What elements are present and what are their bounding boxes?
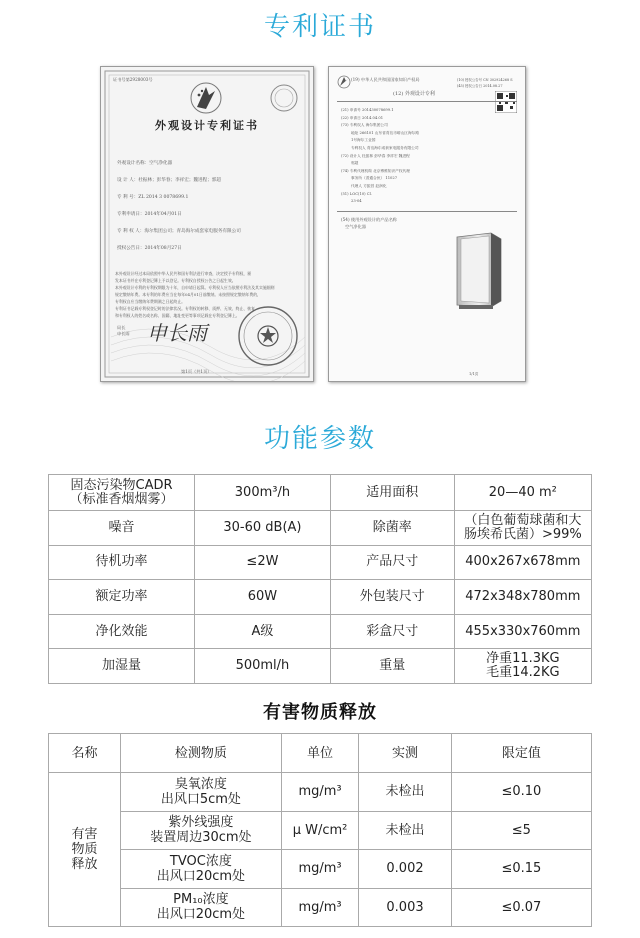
gazette-line: (72) 设计人 杜振林 彭华春 李祥宏 魏进程	[341, 153, 410, 158]
director-signature: 申长雨	[147, 321, 207, 345]
certificate-heading: 外观设计专利证书	[155, 119, 259, 132]
params-section-title: 功能参数	[263, 424, 376, 454]
harmful-row	[49, 888, 592, 927]
limit-cell: ≤0.07	[451, 888, 591, 927]
param-label: 噪音	[49, 511, 195, 546]
params-row	[49, 475, 592, 511]
param-value: 20—40 m²	[454, 475, 591, 511]
param-value: 30-60 dB(A)	[195, 511, 331, 546]
param-label: 产品尺寸	[330, 545, 454, 580]
gazette-page-number: 1/1页	[469, 372, 479, 376]
measured-cell: 0.003	[359, 888, 452, 927]
certificate-body-line: 本外观设计经过本局依照中华人民共和国专利法进行审查，决定授予专利权，颁	[115, 271, 252, 276]
certificate-body-line: 专利证书记载专利权登记时的法律状况。专利权的转移、质押、无效、终止、恢复	[115, 306, 256, 311]
column-header: 检测物质	[120, 734, 281, 773]
params-row	[49, 580, 592, 615]
gazette-line: (74) 专利代理机构 北京博维知识产权代理	[341, 168, 410, 173]
gazette-line: 郭超	[351, 161, 359, 166]
patent-section-title: 专利证书	[263, 12, 376, 42]
certificate-field: 外观设计名称：空气净化器	[117, 161, 173, 166]
param-label: 待机功率	[49, 545, 195, 580]
gazette-pub-number: (10) 授权公告号 CN 302924268 S	[457, 78, 513, 82]
param-value: 300m³/h	[195, 475, 331, 511]
params-row	[49, 649, 592, 684]
air-purifier-drawing-icon	[447, 231, 507, 311]
unit-cell: mg/m³	[281, 773, 358, 812]
substance-cell: 臭氧浓度 出风口5cm处	[120, 773, 281, 812]
column-header: 单位	[281, 734, 358, 773]
gazette-line: (73) 专利权人 海尔集团公司	[341, 123, 388, 128]
limit-cell: ≤5	[451, 811, 591, 850]
gazette-header-type: (12) 外观设计专利	[393, 91, 435, 97]
measured-cell: 未检出	[359, 811, 452, 850]
params-row	[49, 511, 592, 546]
certificate-page-number: 第1页（共1页）	[181, 369, 212, 374]
param-value: ≤2W	[195, 545, 331, 580]
gazette-line: 1号海尔工业园	[351, 138, 376, 143]
harmful-substances-table	[48, 733, 592, 927]
harmful-section-title: 有害物质释放	[263, 702, 377, 723]
param-label: 适用面积	[330, 475, 454, 511]
substance-cell: 紫外线强度 装置周边30cm处	[120, 811, 281, 850]
param-value: A级	[195, 614, 331, 649]
column-header: 名称	[49, 734, 121, 773]
gazette-line: (21) 申请号 201430078699.1	[341, 108, 394, 112]
harmful-row	[49, 773, 592, 812]
param-value: 455x330x760mm	[454, 614, 591, 649]
certificate-field: 专 利 权 人：海尔集团公司；青岛海尔成套家电服务有限公司	[117, 229, 241, 234]
gazette-line: 事务所（普通合伙） 11027	[351, 176, 398, 181]
certificate-body-line: 本外观设计专利的专利权期限为十年，自申请日起算。专利权人应当依照专利法及其实施细则	[115, 285, 275, 290]
param-label: 外包装尺寸	[330, 580, 454, 615]
substance-cell: PM₁₀浓度 出风口20cm处	[120, 888, 281, 927]
seal-stamp-top-icon	[269, 83, 299, 113]
function-params-table	[48, 474, 592, 684]
certificate-body-line: 专利权自应当缴纳年费期满之日起终止。	[115, 299, 186, 304]
param-value: 400x267x678mm	[454, 545, 591, 580]
qr-code-icon	[495, 91, 517, 113]
param-label: 固态污染物CADR （标准香烟烟雾）	[49, 475, 195, 511]
certificate-field: 专利申请日：2014年04月01日	[117, 212, 182, 217]
param-label: 除菌率	[330, 511, 454, 546]
param-label: 彩盒尺寸	[330, 614, 454, 649]
gazette-logo-icon	[337, 75, 351, 89]
param-value: 500ml/h	[195, 649, 331, 684]
limit-cell: ≤0.15	[451, 850, 591, 889]
params-row	[49, 545, 592, 580]
gazette-product-name: 空气净化器	[345, 224, 366, 229]
harmful-row	[49, 850, 592, 889]
gazette-line: 23-04	[351, 199, 362, 204]
substance-cell: TVOC浓度 出风口20cm处	[120, 850, 281, 889]
national-seal-icon	[237, 305, 299, 367]
limit-cell: ≤0.10	[451, 773, 591, 812]
certificate-field: 授权公告日：2014年08月27日	[117, 246, 182, 251]
param-value: 60W	[195, 580, 331, 615]
category-cell: 有害 物质 释放	[49, 773, 121, 927]
measured-cell: 未检出	[359, 773, 452, 812]
patent-gazette-image	[328, 66, 526, 382]
param-label: 重量	[330, 649, 454, 684]
patent-office-logo-icon	[189, 81, 223, 115]
certificate-body-line: 发本证书并在专利登记簿上予以登记。专利权自授权公告之日起生效。	[115, 278, 236, 283]
gazette-header-office: (19) 中华人民共和国国家知识产权局	[351, 77, 420, 82]
unit-cell: mg/m³	[281, 850, 358, 889]
patent-certificate-image	[100, 66, 314, 382]
certificate-field: 设 计 人：杜振林；彭华春；李祥宏；魏进程；郭超	[117, 178, 221, 183]
gazette-pub-date: (45) 授权公告日 2014.08.27	[457, 84, 503, 88]
gazette-line: 地址 266101 山东省青岛市崂山区海尔路	[351, 130, 420, 135]
certificate-field: 专 利 号：ZL 2014 3 0078699.1	[117, 195, 189, 200]
harmful-row	[49, 811, 592, 850]
certificate-body-line: 和专利权人的姓名或名称、国籍、地址变更等事项记载在专利登记簿上。	[115, 313, 240, 318]
params-row	[49, 614, 592, 649]
gazette-line: 代理人 方振昌 赵润化	[351, 184, 387, 188]
certificate-number: 证书号第2928003号	[113, 77, 153, 82]
gazette-line: 专利权人 青岛海尔成套家电服务有限公司	[351, 146, 419, 150]
harmful-header-row	[49, 734, 592, 773]
param-value: 净重11.3KG 毛重14.2KG	[454, 649, 591, 684]
param-label: 加湿量	[49, 649, 195, 684]
param-label: 净化效能	[49, 614, 195, 649]
param-value: （白色葡萄球菌和大 肠埃希氏菌）>99%	[454, 511, 591, 546]
certificate-body-line: 规定缴纳年费。本专利的年费应当在每年04月01日前缴纳。未按照规定缴纳年费的，	[115, 292, 262, 297]
column-header: 限定值	[451, 734, 591, 773]
gazette-product-label: (54) 使用外观设计的产品名称	[341, 217, 397, 222]
gazette-line: (22) 申请日 2014.04.01	[341, 115, 384, 120]
gazette-line: (51) LOC(10) Cl.	[341, 191, 372, 196]
param-label: 额定功率	[49, 580, 195, 615]
param-value: 472x348x780mm	[454, 580, 591, 615]
unit-cell: mg/m³	[281, 888, 358, 927]
unit-cell: μ W/cm²	[281, 811, 358, 850]
column-header: 实测	[359, 734, 452, 773]
signature-label: 局长 申长雨	[117, 325, 130, 336]
measured-cell: 0.002	[359, 850, 452, 889]
